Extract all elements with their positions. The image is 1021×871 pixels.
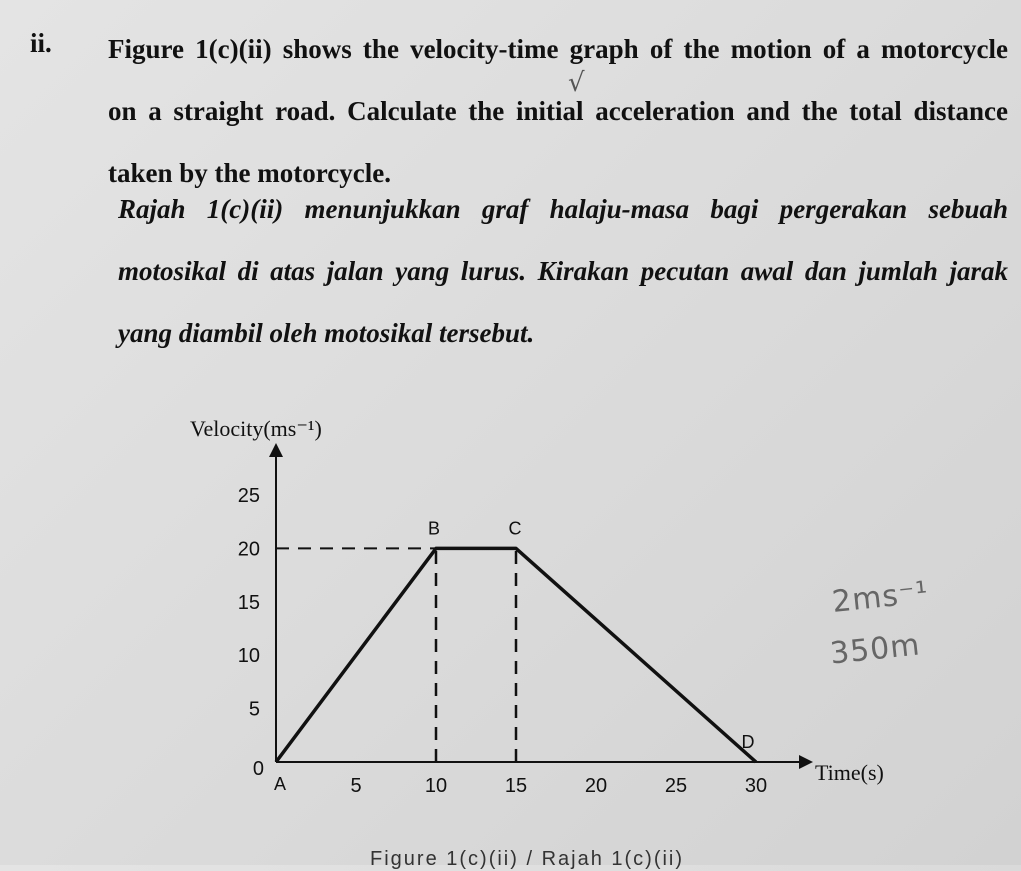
y-tick-label: 20: [237, 538, 260, 561]
english-line: taken by the motorcycle.: [108, 158, 391, 188]
handwritten-acceleration: 2ms⁻¹: [830, 575, 931, 620]
reference-lines: [276, 548, 516, 762]
tick-labels: [238, 485, 767, 797]
english-line: Figure 1(c)(ii) shows the velocity-time graph of the motion of a motorcycle: [108, 34, 1008, 64]
point-label: A: [273, 774, 287, 794]
x-axis-label: Time(s): [815, 760, 884, 785]
axes: [276, 450, 806, 762]
y-tick-label: 5: [248, 698, 260, 721]
malay-line: Rajah 1(c)(ii) menunjukkan graf halaju-masa bagi pergerakan sebuah: [118, 194, 1008, 224]
y-tick-label: 25: [237, 485, 260, 507]
point-labels: [274, 518, 755, 794]
x-tick-label: 5: [350, 775, 362, 797]
malay-line: yang diambil oleh motosikal tersebut.: [118, 318, 535, 348]
malay-line: motosikal di atas jalan yang lurus. Kirakan pecutan awal dan jumlah jarak: [118, 256, 1008, 286]
point-label: B: [427, 518, 441, 539]
x-tick-label: 10: [424, 775, 448, 797]
point-label: D: [741, 732, 755, 752]
x-tick-label: 20: [584, 775, 608, 797]
y-tick-label: 15: [237, 591, 260, 614]
x-tick-label: 25: [664, 775, 688, 797]
question-number: ii.: [30, 28, 52, 58]
pencil-tick-mark: √: [568, 68, 585, 98]
handwritten-distance: 350m: [828, 627, 923, 672]
y-tick-label: 0: [252, 758, 264, 780]
x-tick-label: 30: [744, 775, 768, 797]
y-tick-label: 10: [237, 645, 260, 668]
x-tick-label: 15: [504, 775, 528, 797]
point-label: C: [508, 518, 522, 539]
figure-caption: Figure 1(c)(ii) / Rajah 1(c)(ii): [370, 848, 685, 870]
english-line: on a straight road. Calculate the initial acceleration and the total distance: [108, 96, 1008, 126]
y-axis-label: Velocity(ms⁻¹): [190, 416, 322, 441]
